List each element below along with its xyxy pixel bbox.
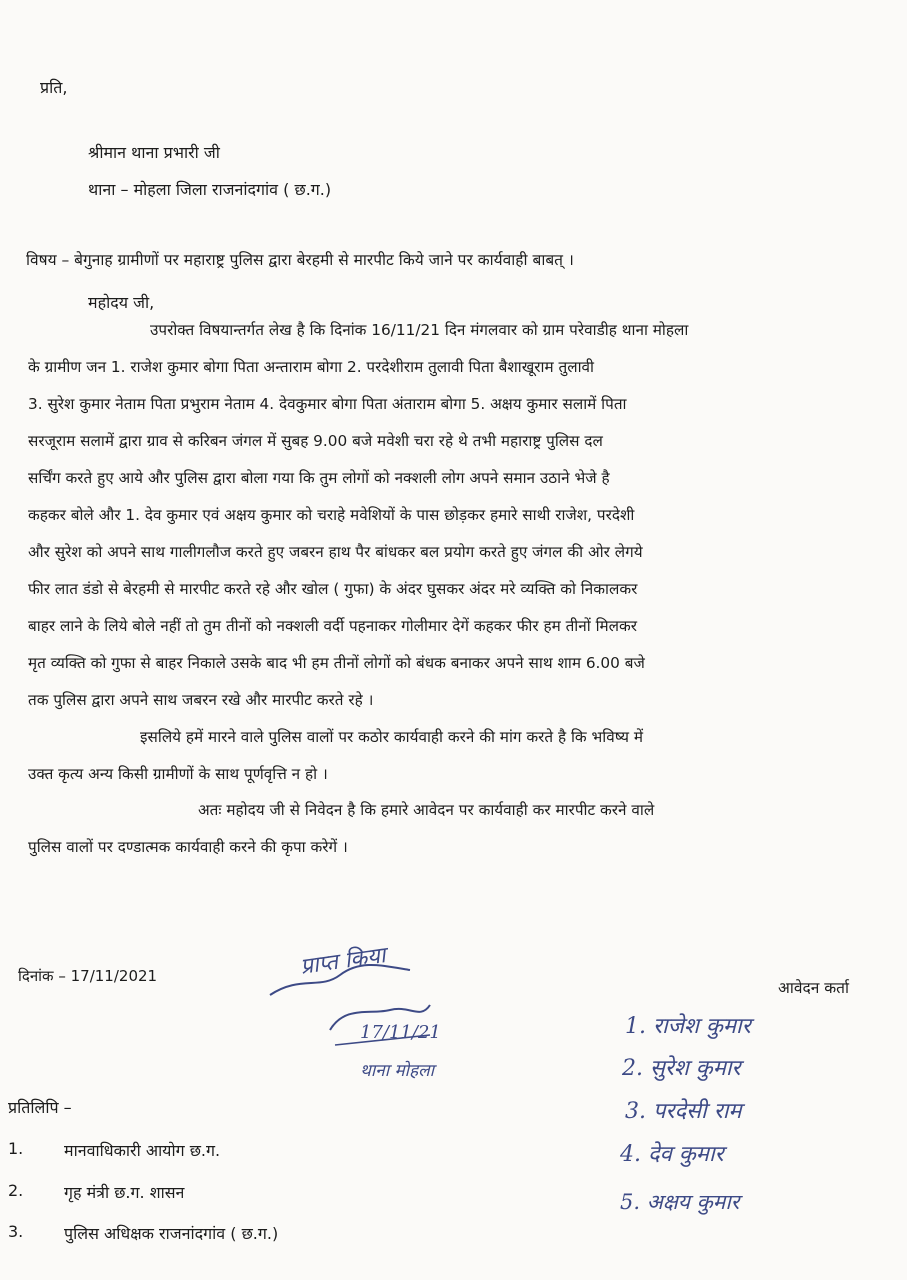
request-line: इसलिये हमें मारने वाले पुलिस वालों पर कठोर कार्यवाही करने की मांग करते है कि भविष्य में — [140, 728, 644, 746]
signature-item: 2. सुरेश कुमार — [622, 1056, 741, 1081]
greeting: महोदय जी, — [88, 293, 155, 312]
cc-number: 2. — [8, 1181, 24, 1200]
body-line: कहकर बोले और 1. देव कुमार एवं अक्षय कुमार को चराहे मवेशियों के पास छोड़कर हमारे साथी राजेश, परदेशी — [28, 506, 635, 524]
stamp-line: थाना मोहला — [360, 1061, 435, 1081]
stamp-line: 17/11/21 — [360, 1022, 441, 1043]
subject-line: विषय – बेगुनाह ग्रामीणों पर महाराष्ट्र पुलिस द्वारा बेरहमी से मारपीट किये जाने पर कार्यवाही बाबत् । — [26, 251, 574, 269]
cc-number: 1. — [8, 1139, 24, 1158]
cc-number: 3. — [8, 1222, 24, 1241]
body-line: सरजूराम सलामें द्वारा ग्राव से करिबन जंगल में सुबह 9.00 बजे मवेशी चरा रहे थे तभी महाराष्ट्र पुलिस दल — [28, 432, 603, 450]
body-line: तक पुलिस द्वारा अपने साथ जबरन रखे और मारपीट करते रहे । — [28, 691, 374, 709]
body-line: और सुरेश को अपने साथ गालीगलौज करते हुए जबरन हाथ पैर बांधकर बल प्रयोग करते हुए जंगल की ओर लेगये — [28, 543, 643, 561]
signature-item: 4. देव कुमार — [620, 1142, 724, 1167]
signature-item: 5. अक्षय कुमार — [620, 1190, 740, 1214]
prayer-line: अतः महोदय जी से निवेदन है कि हमारे आवेदन पर कार्यवाही कर मारपीट करने वाले — [198, 801, 655, 819]
body-line: मृत व्यक्ति को गुफा से बाहर निकाले उसके बाद भी हम तीनों लोगों को बंधक बनाकर अपने साथ शाम 6.00 बजे — [28, 654, 645, 672]
signature-item: 1. राजेश कुमार — [625, 1014, 751, 1039]
applicant-label: आवेदन कर्ता — [778, 979, 849, 997]
date-label: दिनांक – 17/11/2021 — [18, 967, 158, 985]
prayer-paragraph — [28, 792, 868, 866]
body-line: 3. सुरेश कुमार नेताम पिता प्रभुराम नेताम 4. देवकुमार बोगा पिता अंताराम बोगा 5. अक्षय कुमार सलामें पिता — [28, 395, 627, 413]
request-line: उक्त कृत्य अन्य किसी ग्रामीणों के साथ पूर्णवृत्ति न हो । — [28, 765, 328, 783]
addressee-line-2: थाना – मोहला जिला राजनांदगांव ( छ.ग.) — [88, 180, 332, 199]
body-line: के ग्रामीण जन 1. राजेश कुमार बोगा पिता अन्ताराम बोगा 2. परदेशीराम तुलावी पिता बैशाखूराम तुलावी — [28, 358, 595, 376]
addressee-line-1: श्रीमान थाना प्रभारी जी — [88, 143, 220, 162]
cc-item: मानवाधिकारी आयोग छ.ग. — [64, 1141, 221, 1160]
stamp-line: प्राप्त किया — [298, 943, 388, 980]
body-line: बाहर लाने के लिये बोले नहीं तो तुम तीनों को नक्शली वर्दी पहनाकर गोलीमार देगें कहकर फीर हम तीनों मिलकर — [28, 617, 638, 635]
salutation-to: प्रति, — [40, 78, 68, 97]
cc-item: गृह मंत्री छ.ग. शासन — [64, 1183, 185, 1202]
cc-item: पुलिस अधिक्षक राजनांदगांव ( छ.ग.) — [64, 1224, 279, 1243]
request-paragraph — [28, 719, 868, 793]
body-line: फीर लात डंडो से बेरहमी से मारपीट करते रहे और खोल ( गुफा) के अंदर घुसकर अंदर मरे व्यक्ति को निकालकर — [28, 580, 638, 598]
body-line: सर्चिंग करते हुए आये और पुलिस द्वारा बोला गया कि तुम लोगों को नक्शली लोग अपने समान उठाने भेजे है — [28, 469, 610, 487]
body-paragraph — [28, 312, 868, 719]
body-line: उपरोक्त विषयान्तर्गत लेख है कि दिनांक 16/11/21 दिन मंगलवार को ग्राम परेवाडीह थाना मोहला — [150, 321, 689, 339]
prayer-line: पुलिस वालों पर दण्डात्मक कार्यवाही करने की कृपा करेगें । — [28, 838, 348, 856]
cc-label: प्रतिलिपि – — [8, 1098, 72, 1117]
signature-item: 3. परदेसी राम — [625, 1099, 742, 1124]
